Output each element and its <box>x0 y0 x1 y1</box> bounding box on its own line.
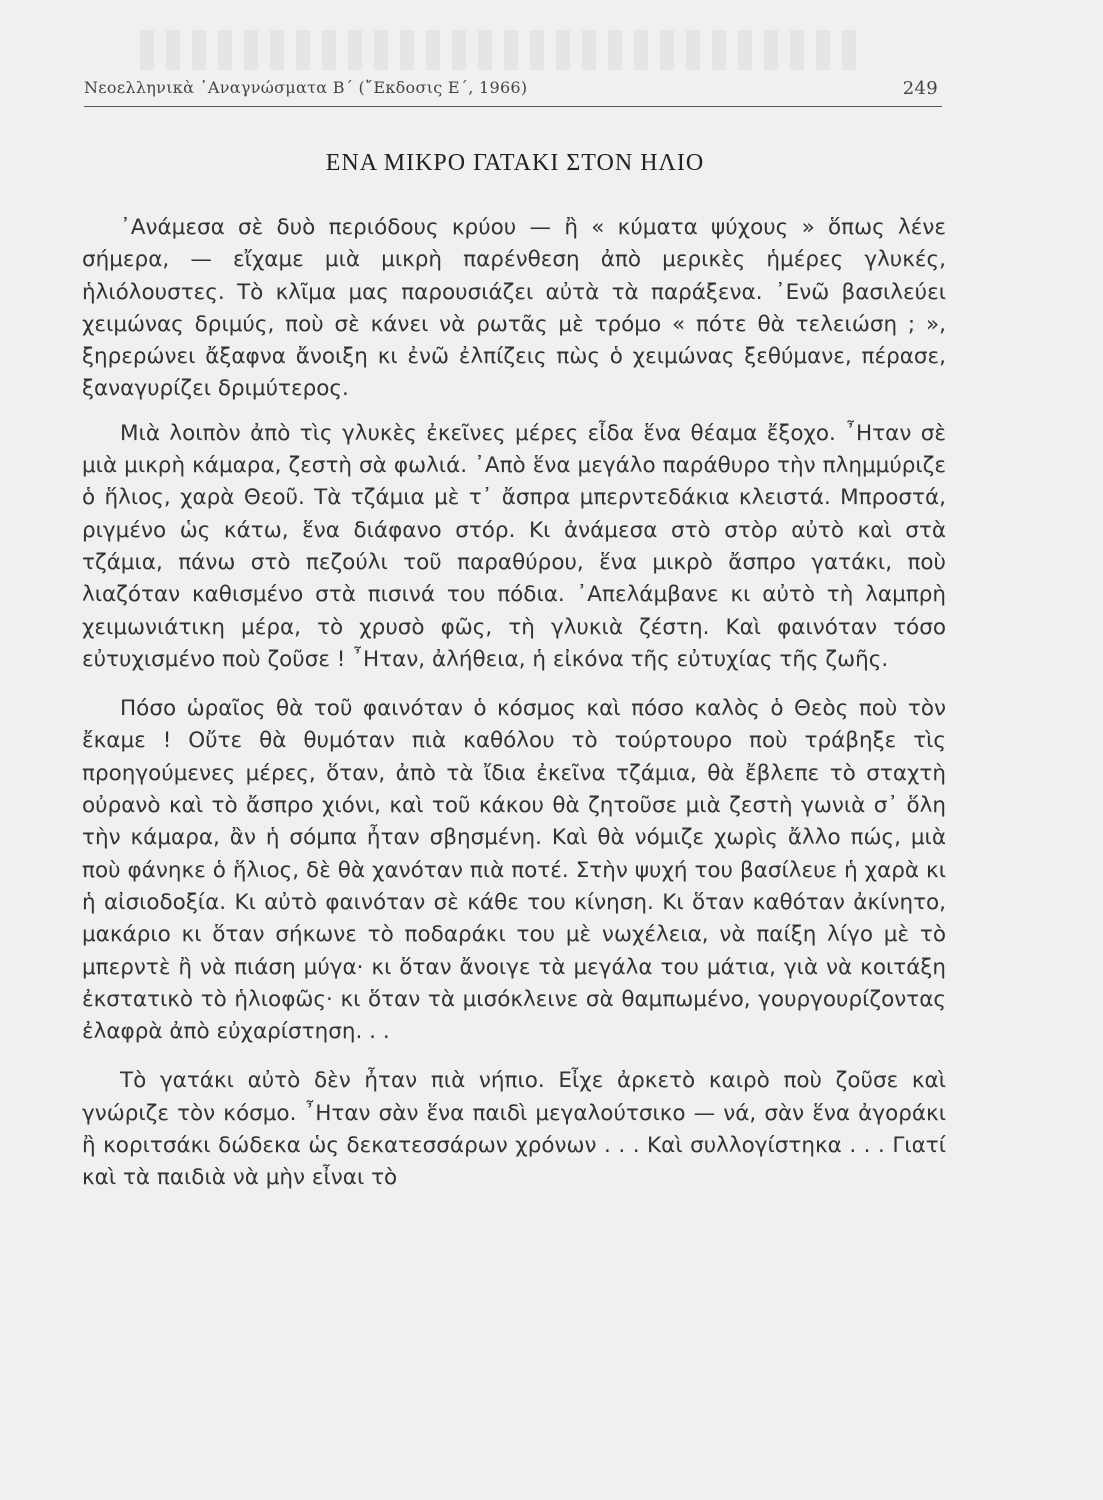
header-rule <box>84 106 942 107</box>
paragraph-4: Τὸ γατάκι αὐτὸ δὲν ἦταν πιὰ νήπιο. Εἶχε ἀρκετὸ καιρὸ ποὺ ζοῦσε καὶ γνώριζε τὸν κόσμο. ῏Ηταν σὰν ἕνα παιδὶ μεγαλούτσικο — νά, σὰν ἕνα ἀγοράκι ἢ κοριτσάκι δώδεκα ὡς δεκατεσσάρων χρόνων . . . Καὶ συλλογίστηκα . . . Γιατί καὶ τὰ παιδιὰ νὰ μὴν εἶναι τὸ <box>82 1068 946 1191</box>
page-number: 249 <box>902 78 938 99</box>
paragraph-3: Πόσο ὡραῖος θὰ τοῦ φαινόταν ὁ κόσμος καὶ πόσο καλὸς ὁ Θεὸς ποὺ τὸν ἔκαμε ! Οὔτε θὰ θυμόταν πιὰ καθόλου τὸ τούρτουρο ποὺ τράβηξε τὶς προηγούμενες μέρες, ὅταν, ἀπὸ τὰ ἴδια ἐκεῖνα τζάμια, θὰ ἔβλεπε τὸ σταχτὴ οὐρανὸ καὶ τὸ ἄσπρο χιόνι, καὶ τοῦ κάκου θὰ ζητοῦσε μιὰ ζεστὴ γωνιὰ σ᾿ ὅλη τὴν κάμαρα, ἂν ἡ σόμπα ἦταν σβησμένη. Καὶ θὰ νόμιζε χωρὶς ἄλλο πώς, μιὰ ποὺ φάνηκε ὁ ἥλιος, δὲ θὰ χανόταν πιὰ ποτέ. Στὴν ψυχή του βασίλευε ἡ χαρὰ κι ἡ αἰσιοδοξία. Κι αὐτὸ φαινόταν σὲ κάθε του κίνηση. Κι ὅταν καθόταν ἀκίνητο, μακάριο κι ὅταν σήκωνε τὸ ποδαράκι του μὲ νωχέλεια, νὰ παίξη λίγο μὲ τὸ μπερντὲ ἢ νὰ πιάση μύγα· κι ὅταν ἄνοιγε τὰ μεγάλα του μάτια, γιὰ νὰ κοιτάξη ἐκστατικὸ τὸ ἡλιοφῶς· κι ὅταν τὰ μισόκλεινε σὰ θαμπωμένο, γουργουρίζοντας ἐλαφρὰ ἀπὸ εὐχαρίστηση. . . <box>82 696 946 1045</box>
show-through-text <box>140 30 860 70</box>
story-body <box>82 212 946 1195</box>
story-title: ΕΝΑ ΜΙΚΡΟ ΓΑΤΑΚΙ ΣΤΟΝ ΗΛΙΟ <box>325 150 705 176</box>
header-source: Νεοελληνικὰ ᾿Αναγνώσματα Β΄ (῎Εκδοσις Ε΄, 1966) <box>84 78 528 97</box>
paragraph-1: ᾿Ανάμεσα σὲ δυὸ περιόδους κρύου — ἢ « κύματα ψύχους » ὅπως λένε σήμερα, — εἴχαμε μιὰ μικρὴ παρένθεση ἀπὸ μερικὲς ἡμέρες γλυκές, ἡλιόλουστες. Τὸ κλῖμα μας παρουσιάζει αὐτὰ τὰ παράξενα. ᾿Ενῶ βασιλεύει χειμώνας δριμύς, ποὺ σὲ κάνει νὰ ρωτᾶς μὲ τρόμο « πότε θὰ τελειώση ; », ξηρερώνει ἄξαφνα ἄνοιξη κι ἐνῶ ἐλπίζεις πὼς ὁ χειμώνας ξεθύμανε, πέρασε, ξαναγυρίζει δριμύτερος. <box>82 215 946 402</box>
paragraph-2: Μιὰ λοιπὸν ἀπὸ τὶς γλυκὲς ἐκεῖνες μέρες εἶδα ἕνα θέαμα ἔξοχο. ῏Ηταν σὲ μιὰ μικρὴ κάμαρα, ζεστὴ σὰ φωλιά. ᾿Απὸ ἕνα μεγάλο παράθυρο τὴν πλημμύριζε ὁ ἥλιος, χαρὰ Θεοῦ. Τὰ τζάμια μὲ τ᾿ ἄσπρα μπερντεδάκια κλειστά. Μπροστά, ριγμένο ὡς κάτω, ἕνα διάφανο στόρ. Κι ἀνάμεσα στὸ στὸρ αὐτὸ καὶ στὰ τζάμια, πάνω στὸ πεζούλι τοῦ παραθύρου, ἕνα μικρὸ ἄσπρο γατάκι, ποὺ λιαζόταν καθισμένο στὰ πισινά του πόδια. ᾿Απελάμβανε κι αὐτὸ τὴ λαμπρὴ χειμωνιάτικη μέρα, τὸ χρυσὸ φῶς, τὴ γλυκιὰ ζέστη. Καὶ φαινόταν τόσο εὐτυχισμένο ποὺ ζοῦσε ! ῏Ηταν, ἀλήθεια, ἡ εἰκόνα τῆς εὐτυχίας τῆς ζωῆς. <box>82 420 946 672</box>
running-header <box>84 78 946 102</box>
